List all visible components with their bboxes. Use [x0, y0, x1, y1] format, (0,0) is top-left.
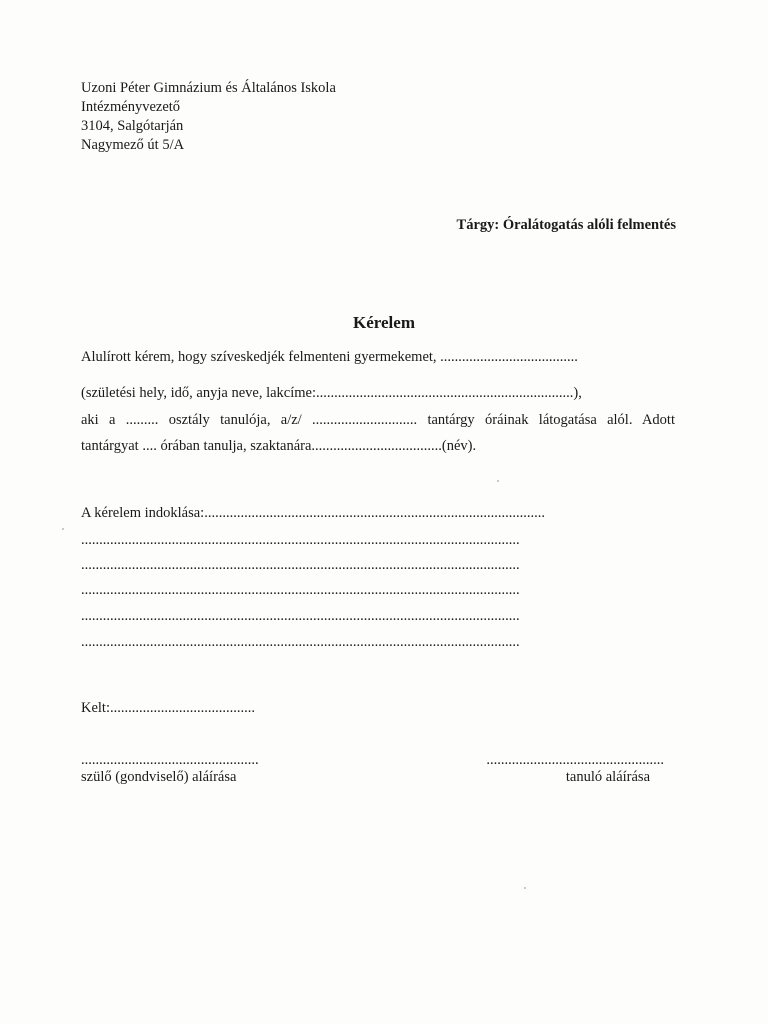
- reason-dots-line: .........................................................................................................................: [81, 582, 520, 598]
- reason-label-line: A kérelem indoklása:..............................................................................................: [81, 505, 545, 521]
- reason-dots-line: .........................................................................................................................: [81, 557, 520, 573]
- address-institution: Uzoni Péter Gimnázium és Általános Iskola: [81, 80, 336, 96]
- body-line-3: aki a ......... osztály tanulója, a/z/ ............................. tantárgy óráinak látogatása alól. Adott: [81, 412, 675, 428]
- body-line-2: (születési hely, idő, anyja neve, lakcíme:.......................................................................),: [81, 385, 582, 401]
- scan-speck: [524, 887, 526, 889]
- subject-line: Tárgy: Óralátogatás alóli felmentés: [456, 217, 676, 233]
- address-street: Nagymező út 5/A: [81, 137, 185, 153]
- scan-speck: [62, 528, 64, 530]
- recipient-address: [81, 79, 336, 155]
- reason-dots-line: .........................................................................................................................: [81, 532, 520, 548]
- body-line-4: tantárgyat .... órában tanulja, szaktanára....................................(név).: [81, 438, 477, 454]
- student-signature-line: .................................................: [486, 752, 664, 768]
- address-city: 3104, Salgótarján: [81, 118, 184, 134]
- address-role: Intézményvezető: [81, 99, 181, 115]
- parent-signature-label: szülő (gondviselő) aláírása: [81, 769, 237, 785]
- reason-dots-line: .........................................................................................................................: [81, 634, 520, 650]
- scan-speck: [497, 480, 499, 482]
- document-title: Kérelem: [353, 313, 415, 332]
- date-field: Kelt:........................................: [81, 700, 255, 716]
- student-signature-label: tanuló aláírása: [565, 769, 650, 785]
- body-line-1: Alulírott kérem, hogy szíveskedjék felmenteni gyermekemet, ......................................: [81, 349, 578, 365]
- reason-dots-line: .........................................................................................................................: [81, 608, 520, 624]
- parent-signature-line: .................................................: [81, 752, 259, 768]
